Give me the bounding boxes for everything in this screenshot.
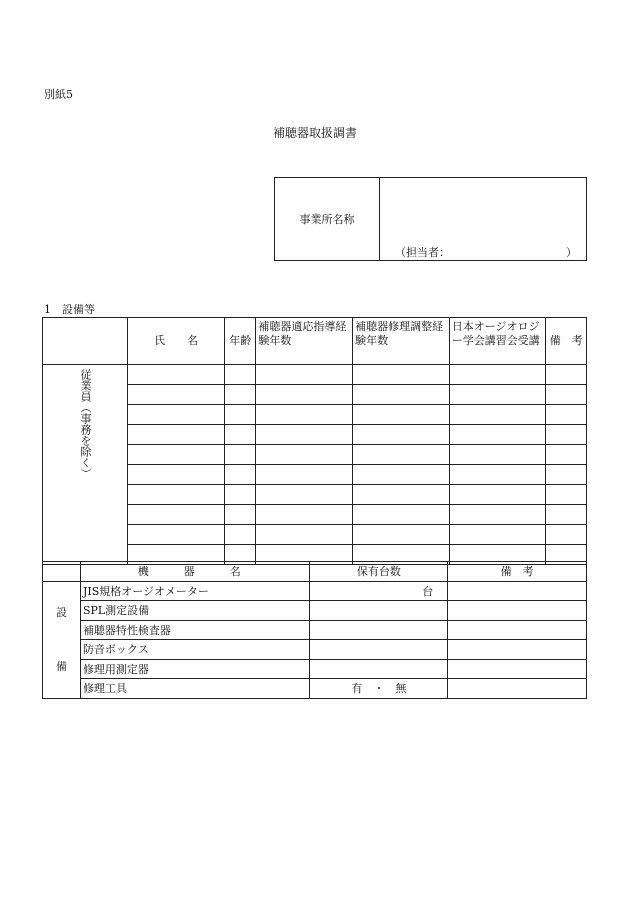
equipment-name: 修理用測定器 (80, 659, 310, 679)
staff-cell[interactable] (546, 525, 587, 545)
equipment-corner-cell (43, 562, 81, 582)
staff-cell[interactable] (449, 445, 546, 465)
staff-cell[interactable] (546, 505, 587, 525)
equipment-name: 修理工具 (80, 679, 310, 699)
staff-cell[interactable] (546, 465, 587, 485)
equipment-body (43, 581, 587, 698)
staff-cell[interactable] (225, 485, 256, 505)
staff-cell[interactable] (546, 385, 587, 405)
col-owned-count: 保有台数 (310, 562, 448, 582)
col-name: 氏 名 (128, 318, 225, 365)
staff-cell[interactable] (353, 505, 450, 525)
staff-cell[interactable] (546, 405, 587, 425)
staff-cell[interactable] (353, 465, 450, 485)
person-in-charge-close: ） (566, 246, 577, 259)
office-name-label: 事業所名称 (275, 178, 380, 260)
equipment-row-header-top: 設 (55, 605, 67, 619)
col-audiology-course: 日本オージオロジー学会講習会受講 (449, 318, 546, 365)
equipment-name: SPL測定設備 (80, 601, 310, 621)
staff-row-header (43, 365, 128, 565)
staff-cell[interactable] (353, 525, 450, 545)
staff-cell[interactable] (256, 465, 353, 485)
staff-cell[interactable] (128, 425, 225, 445)
staff-cell[interactable] (256, 385, 353, 405)
staff-cell[interactable] (128, 525, 225, 545)
section-title: 1 設備等 (44, 303, 95, 316)
staff-cell[interactable] (256, 505, 353, 525)
staff-cell[interactable] (449, 365, 546, 385)
staff-cell[interactable] (256, 445, 353, 465)
staff-cell[interactable] (256, 405, 353, 425)
equipment-row (43, 601, 587, 621)
equipment-count[interactable] (310, 659, 448, 679)
person-in-charge-label: （担当者： (395, 246, 450, 259)
staff-cell[interactable] (256, 525, 353, 545)
staff-cell[interactable] (449, 385, 546, 405)
staff-cell[interactable] (353, 445, 450, 465)
staff-cell[interactable] (353, 405, 450, 425)
staff-row (43, 365, 587, 385)
equipment-name: JIS規格オージオメーター (80, 581, 310, 601)
equipment-count[interactable]: 有 ・ 無 (310, 679, 448, 699)
staff-cell[interactable] (128, 405, 225, 425)
staff-cell[interactable] (353, 425, 450, 445)
staff-cell[interactable] (225, 465, 256, 485)
staff-cell[interactable] (449, 465, 546, 485)
equipment-table (42, 561, 587, 699)
equipment-row-header-bottom: 備 (55, 659, 67, 673)
staff-cell[interactable] (225, 425, 256, 445)
staff-body (43, 365, 587, 565)
staff-cell[interactable] (449, 485, 546, 505)
staff-cell[interactable] (546, 485, 587, 505)
equipment-count[interactable] (310, 601, 448, 621)
staff-cell[interactable] (225, 405, 256, 425)
staff-cell[interactable] (225, 445, 256, 465)
staff-corner-cell (43, 318, 128, 365)
col-fitting-experience: 補聴器適応指導経験年数 (256, 318, 353, 365)
equipment-row (43, 659, 587, 679)
col-age: 年齢 (225, 318, 256, 365)
document-label: 別紙5 (44, 88, 73, 101)
staff-cell[interactable] (449, 425, 546, 445)
staff-cell[interactable] (449, 525, 546, 545)
staff-cell[interactable] (225, 505, 256, 525)
staff-cell[interactable] (546, 425, 587, 445)
equipment-row-header (43, 581, 81, 698)
staff-cell[interactable] (128, 505, 225, 525)
equipment-count[interactable] (310, 620, 448, 640)
equipment-row (43, 679, 587, 699)
equipment-count[interactable] (310, 640, 448, 660)
equipment-remarks[interactable] (448, 640, 587, 660)
staff-cell[interactable] (546, 365, 587, 385)
staff-cell[interactable] (128, 385, 225, 405)
col-equipment-remarks: 備 考 (448, 562, 587, 582)
office-name-box (274, 177, 587, 261)
equipment-remarks[interactable] (448, 659, 587, 679)
staff-cell[interactable] (353, 385, 450, 405)
staff-row-header-label: 従業員（事務を除く） (79, 369, 92, 479)
document-title: 補聴器取扱調書 (272, 126, 357, 140)
staff-cell[interactable] (225, 525, 256, 545)
staff-cell[interactable] (449, 405, 546, 425)
staff-cell[interactable] (256, 485, 353, 505)
col-repair-experience: 補聴器修理調整経験年数 (353, 318, 450, 365)
staff-cell[interactable] (128, 365, 225, 385)
staff-table (42, 317, 587, 565)
staff-cell[interactable] (128, 485, 225, 505)
equipment-row (43, 581, 587, 601)
staff-cell[interactable] (256, 365, 353, 385)
staff-cell[interactable] (353, 365, 450, 385)
equipment-name: 補聴器特性検査器 (80, 620, 310, 640)
staff-header-row (43, 318, 587, 365)
equipment-count[interactable]: 台 (310, 581, 448, 601)
equipment-header-row (43, 562, 587, 582)
staff-cell[interactable] (225, 365, 256, 385)
staff-cell[interactable] (128, 465, 225, 485)
equipment-remarks[interactable] (448, 679, 587, 699)
staff-cell[interactable] (546, 445, 587, 465)
staff-cell[interactable] (353, 485, 450, 505)
equipment-row (43, 640, 587, 660)
equipment-row (43, 620, 587, 640)
staff-cell[interactable] (449, 505, 546, 525)
staff-cell[interactable] (225, 385, 256, 405)
col-remarks: 備 考 (546, 318, 587, 365)
equipment-remarks[interactable] (448, 620, 587, 640)
staff-cell[interactable] (128, 445, 225, 465)
equipment-remarks[interactable] (448, 581, 587, 601)
staff-cell[interactable] (256, 425, 353, 445)
equipment-remarks[interactable] (448, 601, 587, 621)
equipment-name: 防音ボックス (80, 640, 310, 660)
col-equipment-name: 機 器 名 (80, 562, 310, 582)
